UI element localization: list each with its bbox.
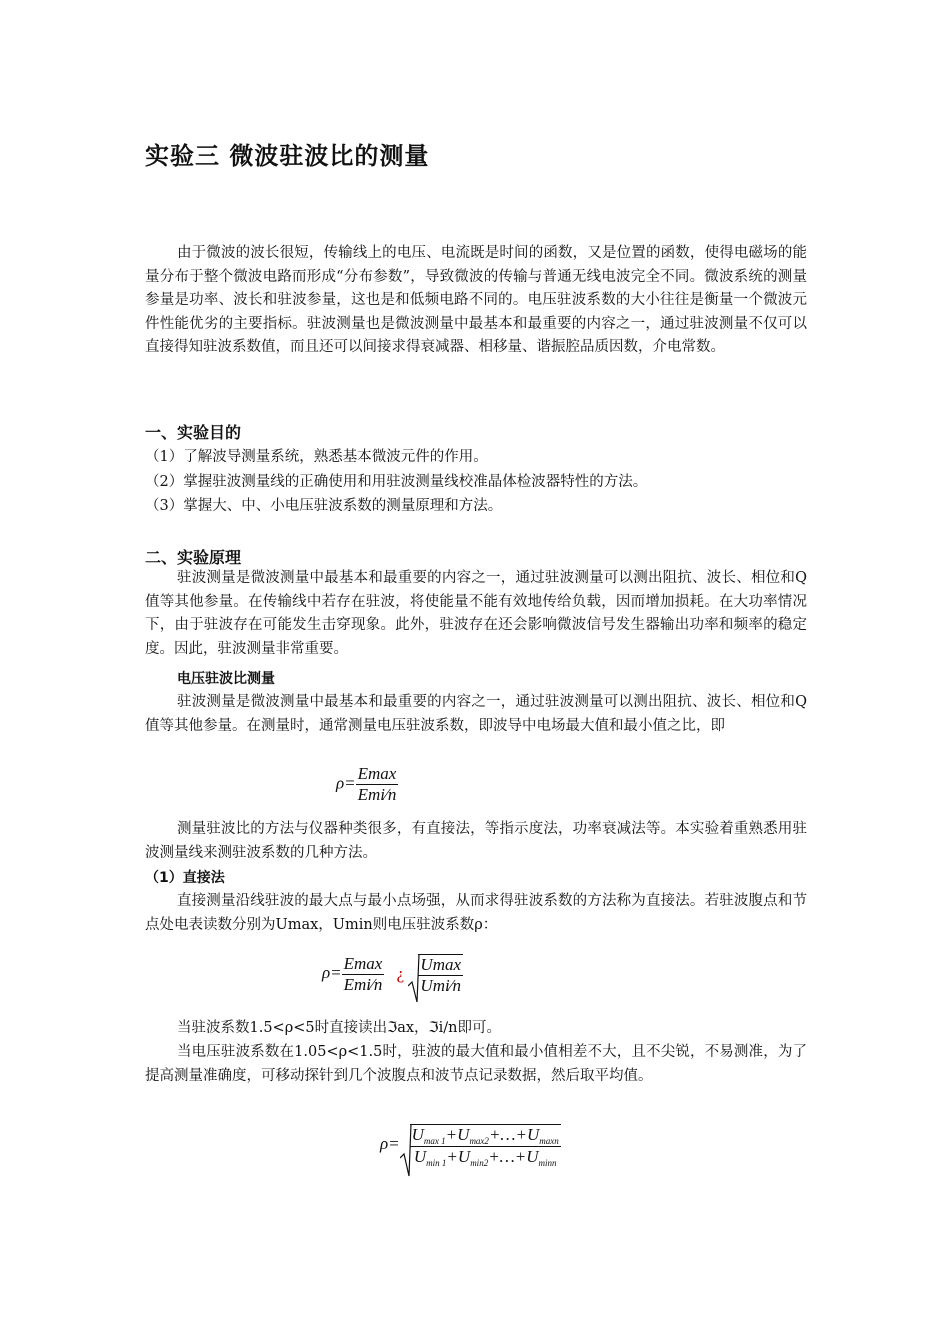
formula-numerator: Emax (342, 954, 385, 975)
formula-average-vswr (380, 1122, 561, 1168)
sqrt-sign (400, 1122, 561, 1168)
formula-denominator: Umi∕n (420, 976, 462, 995)
formula-fraction-e (342, 954, 385, 995)
principle-paragraph: 驻波测量是微波测量中最基本和最重要的内容之一，通过驻波测量可以测出阻抗、波长、相位和Q值等其他参量。在传输线中若存在驻波，将使能量不能有效地传给负载，因而增加损耗。在大功率情况下，由于驻波存在可能发生击穿现象。此外，驻波存在还会影响微波信号发生器输出功率和频率的稳定度。因此，驻波测量非常重要。 (145, 570, 807, 657)
direct-read-note: 当驻波系数1.5<ρ<5时直接读出ℑax，ℑi∕n即可。 (177, 1020, 502, 1036)
radical-icon (408, 952, 420, 1004)
formula-fraction (356, 764, 399, 805)
direct-method-paragraph: 直接测量沿线驻波的最大点与最小点场强，从而求得驻波系数的方法称为直接法。若驻波腹点和节点处电表读数分别为Umax，Umin则电压驻波系数ρ： (145, 893, 807, 933)
intro-paragraph: 由于微波的波长很短，传输线上的电压、电流既是时间的函数，又是位置的函数，使得电磁场的能量分布于整个微波电路而形成“分布参数”，导致微波的传输与普通无线电波完全不同。微波系统的测量参量是功率、波长和驻波参量，这也是和低频电路不同的。电压驻波系数的大小往往是衡量一个微波元件性能优劣的主要指标。驻波测量也是微波测量中最基本和最重要的内容之一，通过驻波测量不仅可以直接得知驻波系数值，而且还可以间接求得衰减器、相移量、谐振腔品质因数，介电常数。 (145, 245, 807, 356)
formula-fraction (410, 1125, 561, 1168)
section-heading-objectives: 一、实验目的 (145, 423, 242, 442)
formula-lhs: ρ= (322, 962, 342, 982)
formula-denominator: Emi∕n (343, 974, 383, 994)
formula-lhs: ρ= (380, 1133, 400, 1153)
objective-item: （1）了解波导测量系统，熟悉基本微波元件的作用。 (145, 449, 488, 465)
section-heading-principle: 二、实验原理 (145, 548, 242, 567)
sqrt-sign (408, 952, 463, 996)
formula-vswr-definition (336, 764, 398, 805)
formula-numerator: Umax (418, 955, 463, 976)
formula-denominator: Emi∕n (357, 785, 397, 804)
page-title: 实验三 微波驻波比的测量 (145, 142, 430, 170)
formula-numerator: $U_{max 1}+U_{max2}+\dots+U_{maxn}$ (411, 1125, 559, 1146)
formula-error-glyph: ¿ (396, 964, 405, 983)
average-method-paragraph: 当电压驻波系数在1.05<ρ<1.5时，驻波的最大值和最小值相差不大，且不尖锐，不易测准，为了提高测量准确度，可移动探针到几个波腹点和波节点记录数据，然后取平均值。 (145, 1044, 807, 1084)
sub-heading-vswr: 电压驻波比测量 (177, 671, 275, 687)
formula-fraction-u (418, 955, 463, 996)
formula-direct-method (322, 952, 463, 996)
radical-icon (400, 1122, 412, 1178)
formula-numerator: Emax (356, 764, 399, 785)
method-heading-direct: （1）直接法 (145, 870, 225, 886)
objective-item: （2）掌握驻波测量线的正确使用和用驻波测量线校准晶体检波器特性的方法。 (145, 474, 648, 490)
methods-paragraph: 测量驻波比的方法与仪器种类很多，有直接法，等指示度法，功率衰减法等。本实验着重熟悉用驻波测量线来测驻波系数的几种方法。 (145, 821, 807, 861)
formula-lhs: ρ= (336, 773, 356, 793)
vswr-paragraph: 驻波测量是微波测量中最基本和最重要的内容之一，通过驻波测量可以测出阻抗、波长、相位和Q值等其他参量。在测量时，通常测量电压驻波系数，即波导中电场最大值和最小值之比，即 (145, 694, 807, 734)
objective-item: （3）掌握大、中、小电压驻波系数的测量原理和方法。 (145, 498, 503, 514)
formula-denominator: $U_{min 1}+U_{min2}+\dots+U_{minn}$ (413, 1147, 557, 1168)
